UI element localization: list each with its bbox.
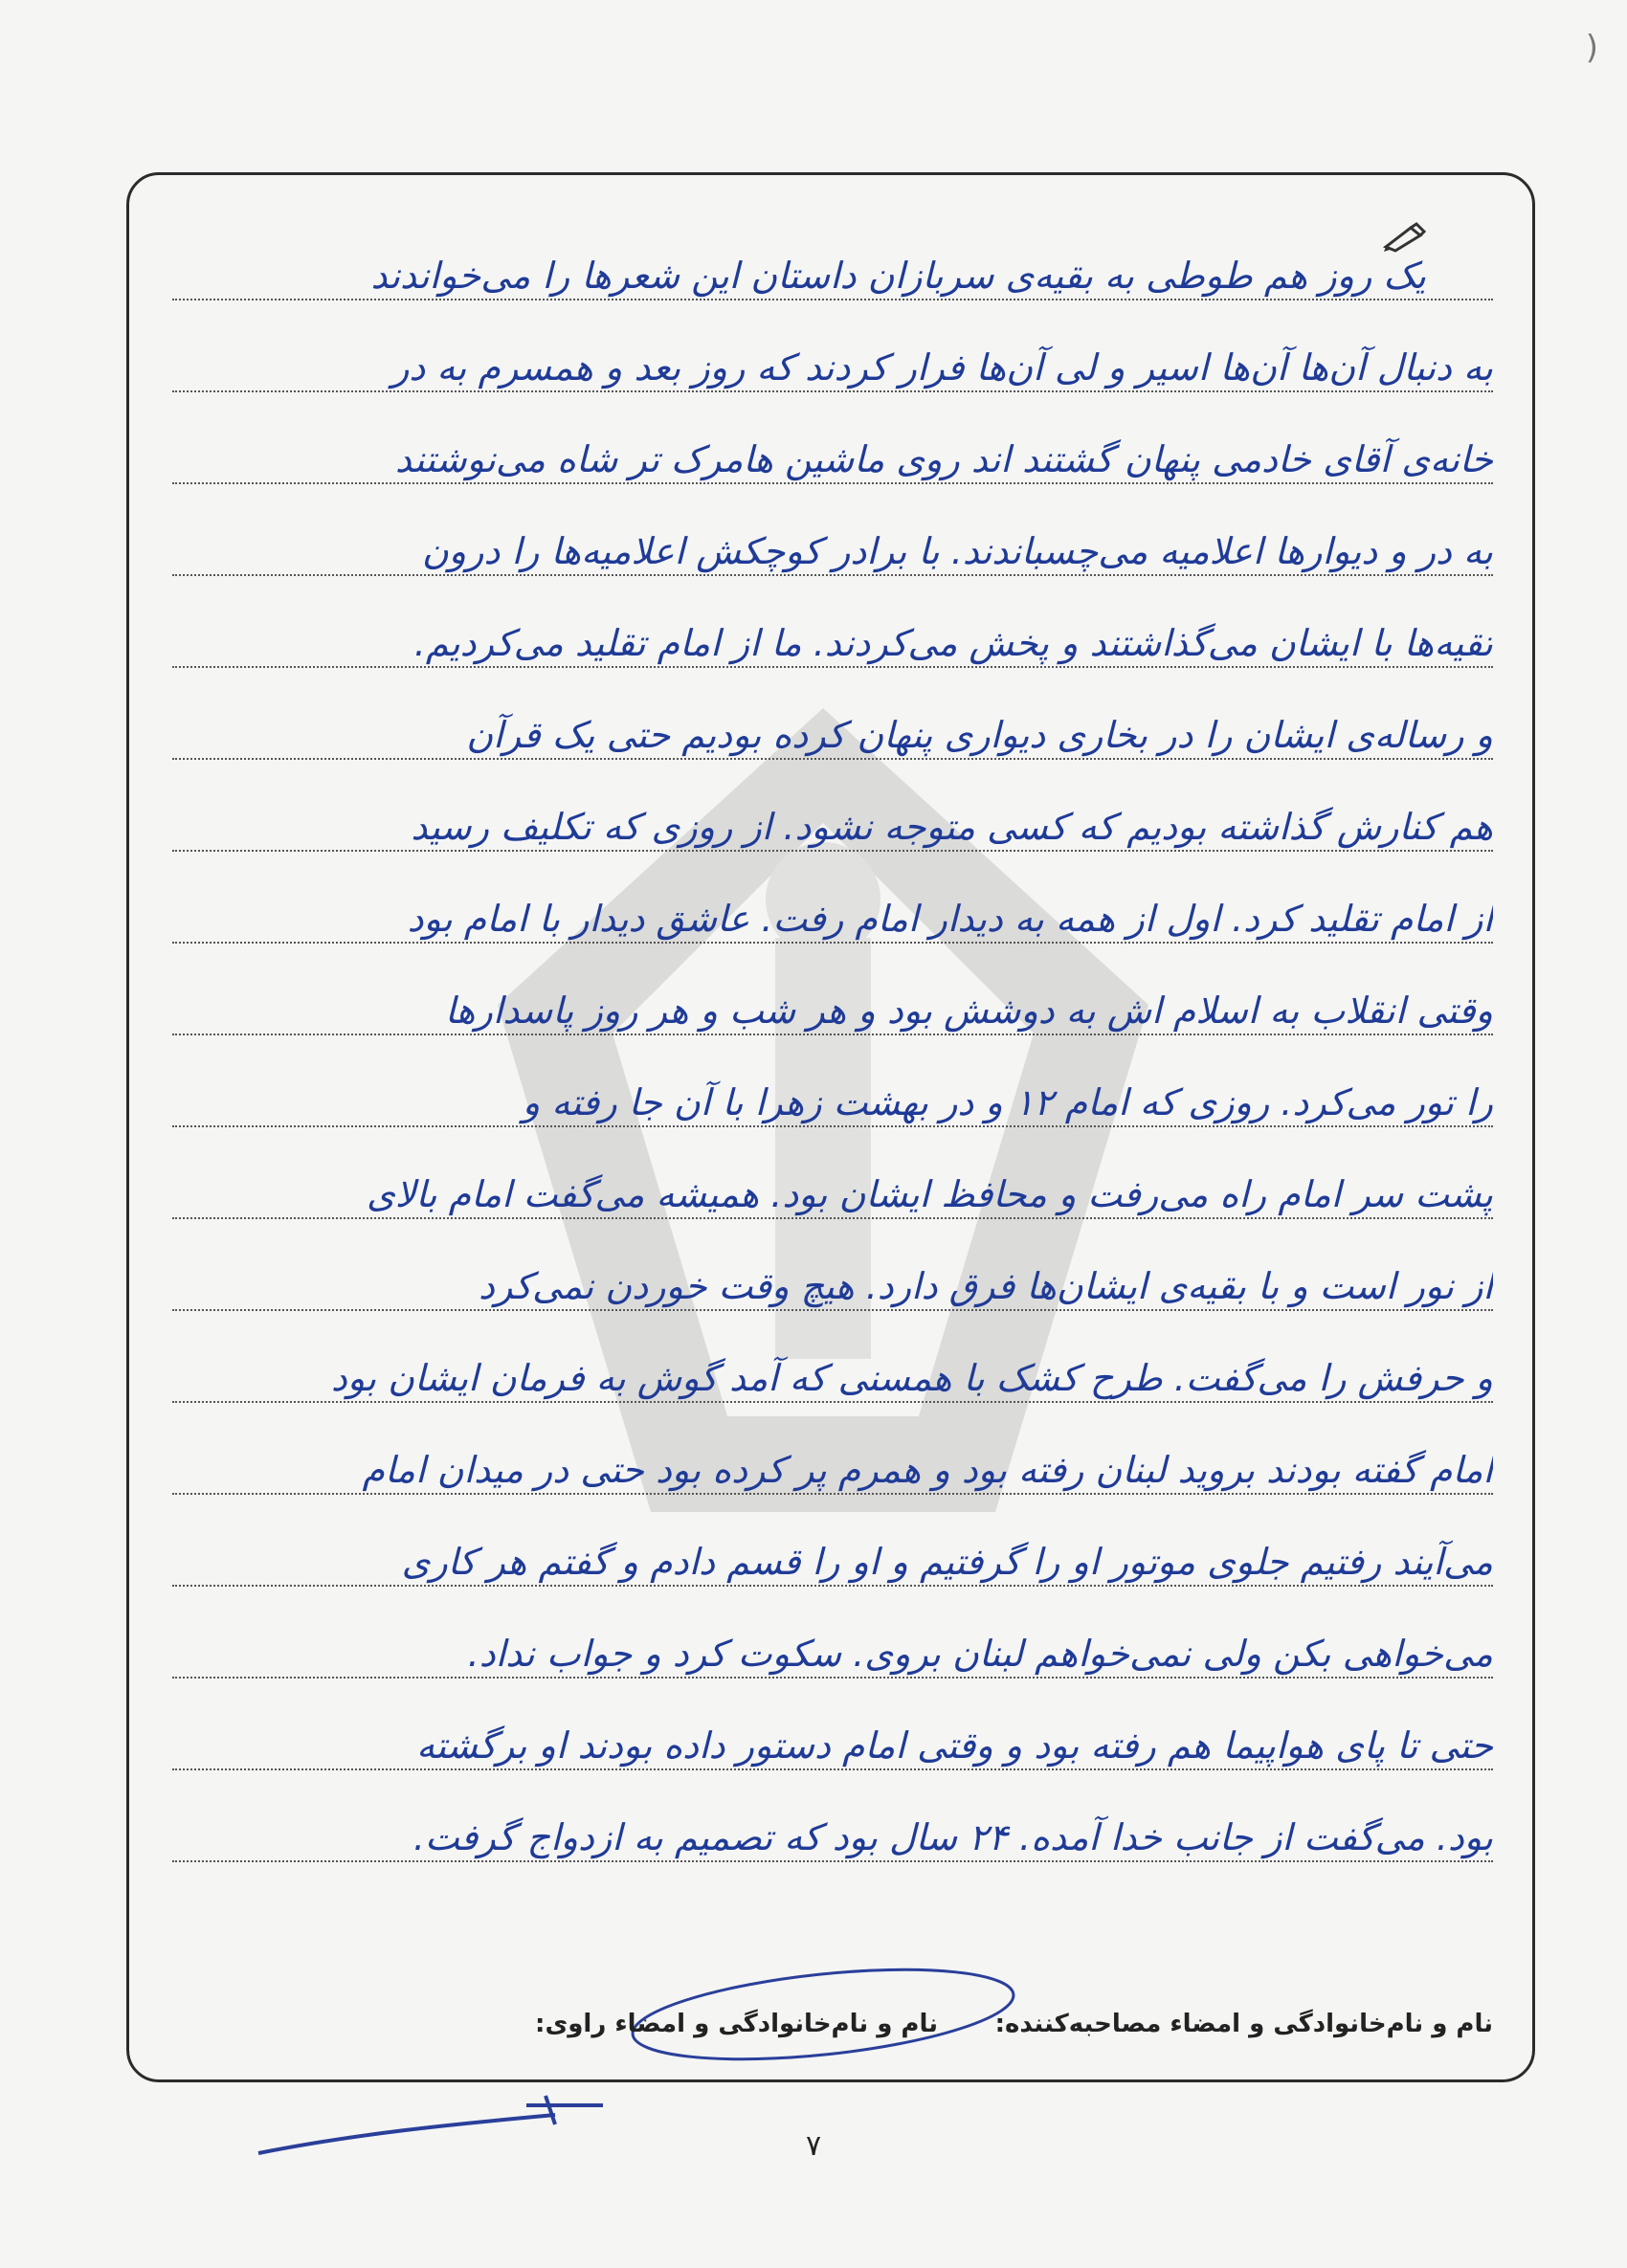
ruled-line [172,1860,1493,1862]
handwritten-line: و حرفش را می‌گفت. طرح کشک با همسنی که آمد گوش به فرمان ایشان بود [330,1357,1493,1399]
handwritten-line: می‌خواهی بکن ولی نمی‌خواهم لبنان بروی. سکوت کرد و جواب نداد. [467,1633,1493,1675]
handwritten-line: وقتی انقلاب به اسلام اش به دوشش بود و هر شب و هر روز پاسدارها [444,989,1493,1032]
ruled-line [172,1585,1493,1587]
handwritten-line: را تور می‌کرد. روزی که امام ۱۲ و در بهشت زهرا با آن جا رفته و [522,1081,1493,1123]
page-number: ۷ [805,2129,822,2163]
ruled-line [172,666,1493,668]
ruled-line [172,390,1493,392]
ruled-line [172,1401,1493,1403]
ruled-line [172,1034,1493,1035]
ruled-line [172,1217,1493,1219]
ruled-line [172,1125,1493,1127]
ruled-line [172,574,1493,576]
ruled-line [172,299,1493,300]
handwritten-line: می‌آیند رفتیم جلوی موتور او را گرفتیم و او را قسم دادم و گفتم هر کاری [401,1541,1493,1583]
signature-footer [172,2010,1493,2048]
corner-mark: ) [1585,29,1598,67]
handwritten-line: یک روز هم طوطی به بقیه‌ی سربازان داستان این شعرها را می‌خواندند [370,255,1426,297]
ruled-line [172,758,1493,760]
ruled-line [172,942,1493,944]
handwritten-line: امام گفته بودند بروید لبنان رفته بود و همرم پر کرده بود حتی در میدان امام [362,1449,1493,1491]
handwritten-line: از نور است و با بقیه‌ی ایشان‌ها فرق دارد. هیچ وقت خوردن نمی‌کرد [479,1265,1493,1307]
handwritten-line: بود. می‌گفت از جانب خدا آمده. ۲۴ سال بود که تصمیم به ازدواج گرفت. [412,1816,1493,1858]
handwritten-line: خانه‌ی آقای خادمی پنهان گشتند اند روی ماشین هامرک تر شاه می‌نوشتند [394,438,1493,480]
handwritten-body [172,249,1493,1952]
handwritten-line: هم کنارش گذاشته بودیم که کسی متوجه نشود. از روزی که تکلیف رسید [411,806,1493,848]
handwritten-line: تقیه‌ها با ایشان می‌گذاشتند و پخش می‌کردند. ما از امام تقلید می‌کردیم. [413,622,1493,664]
handwritten-line: به دنبال آن‌ها آن‌ها اسیر و لی آن‌ها فرار کردند که روز بعد و همسرم به در [391,346,1493,389]
interviewer-signature-label: نام و نام‌خانوادگی و امضاء مصاحبه‌کننده: [994,2010,1493,2038]
ruled-line [172,1493,1493,1495]
ruled-line [172,850,1493,852]
ruled-line [172,1768,1493,1770]
handwritten-line: پشت سر امام راه می‌رفت و محافظ ایشان بود. همیشه می‌گفت امام بالای [367,1173,1493,1215]
ruled-line [172,1309,1493,1311]
handwritten-line: و رساله‌ی ایشان را در بخاری دیواری پنهان کرده بودیم حتی یک قرآن [466,714,1493,756]
narrator-signature-label: نام و نام‌خانوادگی و امضاء راوی: [535,2010,938,2038]
handwritten-line: از امام تقلید کرد. اول از همه به دیدار امام رفت. عاشق دیدار با امام بود [407,898,1493,940]
handwritten-line: حتی تا پای هواپیما هم رفته بود و وقتی امام دستور داده بودند او برگشته [416,1724,1493,1767]
handwritten-line: به در و دیوارها اعلامیه می‌چسباندند. با برادر کوچکش اعلامیه‌ها را درون [421,530,1493,572]
ruled-line [172,482,1493,484]
ruled-line [172,1677,1493,1679]
signature-marks [239,1962,1196,2182]
